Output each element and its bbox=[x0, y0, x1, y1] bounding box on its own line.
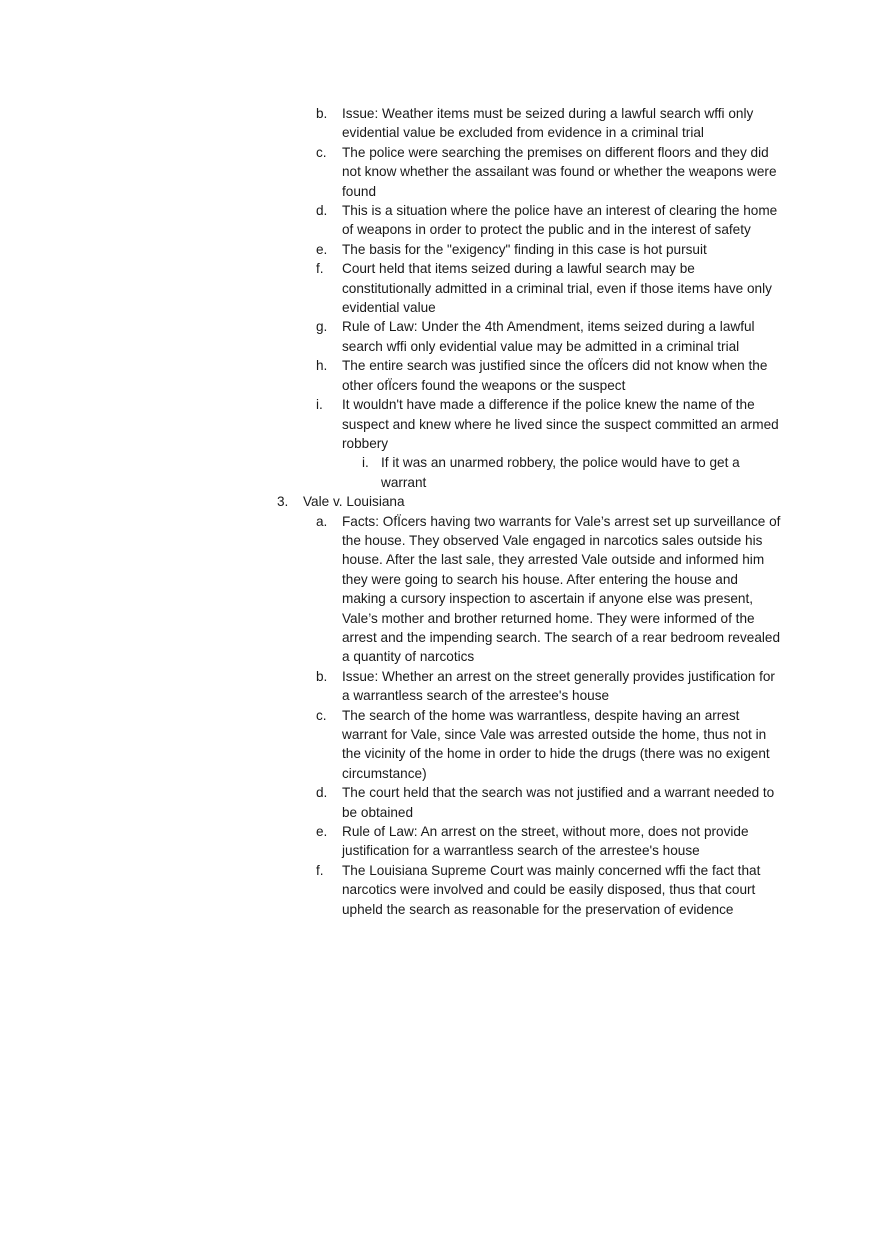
list-marker: h. bbox=[316, 358, 328, 374]
case-title: Vale v. Louisiana bbox=[303, 494, 405, 510]
list-marker: f. bbox=[316, 862, 324, 878]
sub-list-item bbox=[0, 453, 880, 492]
list-marker: b. bbox=[316, 668, 328, 684]
list-marker: g. bbox=[316, 319, 328, 335]
list-item-text: If it was an unarmed robbery, the police would have to get a warrant bbox=[381, 455, 740, 490]
list-item bbox=[0, 104, 880, 143]
list-marker: c. bbox=[316, 707, 327, 723]
list-marker: i. bbox=[362, 455, 369, 471]
list-item-text: Facts: OfÏcers having two warrants for Vale’s arrest set up surveillance of the house. They observed Vale engaged in narcotics sales outside his house. After the last sale, they arrested Vale outside and informed him they were going to search his house. After entering the house and making a cursory inspection to ascertain if anyone else was present, Vale’s mother and brother returned home. They were informed of the arrest and the impending search. The search of a rear bedroom revealed a quantity of narcotics bbox=[342, 513, 781, 665]
case-heading bbox=[0, 492, 880, 511]
list-item-text: The basis for the "exigency" finding in this case is hot pursuit bbox=[342, 241, 707, 257]
list-item bbox=[0, 783, 880, 822]
list-item bbox=[0, 201, 880, 240]
list-item bbox=[0, 706, 880, 784]
list-marker: i. bbox=[316, 397, 323, 413]
list-marker: a. bbox=[316, 513, 328, 529]
list-item bbox=[0, 259, 880, 317]
list-marker: f. bbox=[316, 261, 324, 277]
list-item bbox=[0, 861, 880, 919]
list-item bbox=[0, 143, 880, 201]
list-item-text: The court held that the search was not justified and a warrant needed to be obtained bbox=[342, 785, 775, 820]
list-item bbox=[0, 240, 880, 259]
list-marker: e. bbox=[316, 824, 328, 840]
list-item-text: It wouldn't have made a difference if the police knew the name of the suspect and knew where he lived since the suspect committed an armed robbery bbox=[342, 397, 779, 451]
list-marker: b. bbox=[316, 106, 328, 121]
list-item bbox=[0, 822, 880, 861]
list-item bbox=[0, 512, 880, 667]
list-item-text: Court held that items seized during a lawful search may be constitutionally admitted in a criminal trial, even if those items have only evidential value bbox=[342, 261, 772, 316]
list-item-text: Rule of Law: An arrest on the street, without more, does not provide justification for a warrantless search of the arrestee's house bbox=[342, 824, 749, 859]
list-item-text: Issue: Weather items must be seized during a lawful search wffi only evidential value be excluded from evidence in a criminal trial bbox=[342, 106, 754, 141]
list-item bbox=[0, 395, 880, 453]
list-item-text: The search of the home was warrantless, despite having an arrest warrant for Vale, since Vale was arrested outside the home, thus not in the vicinity of the home in order to hide the drugs (there was no exigent circumstance) bbox=[342, 707, 770, 781]
list-item-text: Rule of Law: Under the 4th Amendment, items seized during a lawful search wffi only evidential value may be admitted in a criminal trial bbox=[342, 319, 755, 354]
list-marker: d. bbox=[316, 785, 328, 801]
outline-list bbox=[0, 104, 880, 919]
list-marker: 3. bbox=[277, 494, 289, 510]
list-marker: c. bbox=[316, 144, 327, 160]
list-item-text: This is a situation where the police have an interest of clearing the home of weapons in order to protect the public and in the interest of safety bbox=[342, 203, 778, 238]
list-item-text: Issue: Whether an arrest on the street generally provides justification for a warrantless search of the arrestee's house bbox=[342, 668, 775, 704]
list-item-text: The police were searching the premises on different floors and they did not know whether the assailant was found or whether the weapons were found bbox=[342, 144, 777, 199]
list-marker: d. bbox=[316, 203, 328, 219]
list-item bbox=[0, 667, 880, 706]
list-marker: e. bbox=[316, 241, 328, 257]
list-item-text: The Louisiana Supreme Court was mainly concerned wffi the fact that narcotics were involved and could be easily disposed, thus that court upheld the search as reasonable for the preservation of evidence bbox=[342, 862, 761, 917]
list-item bbox=[0, 317, 880, 356]
list-item bbox=[0, 356, 880, 395]
list-item-text: The entire search was justified since the ofÏcers did not know when the other ofÏcers found the weapons or the suspect bbox=[342, 358, 768, 393]
